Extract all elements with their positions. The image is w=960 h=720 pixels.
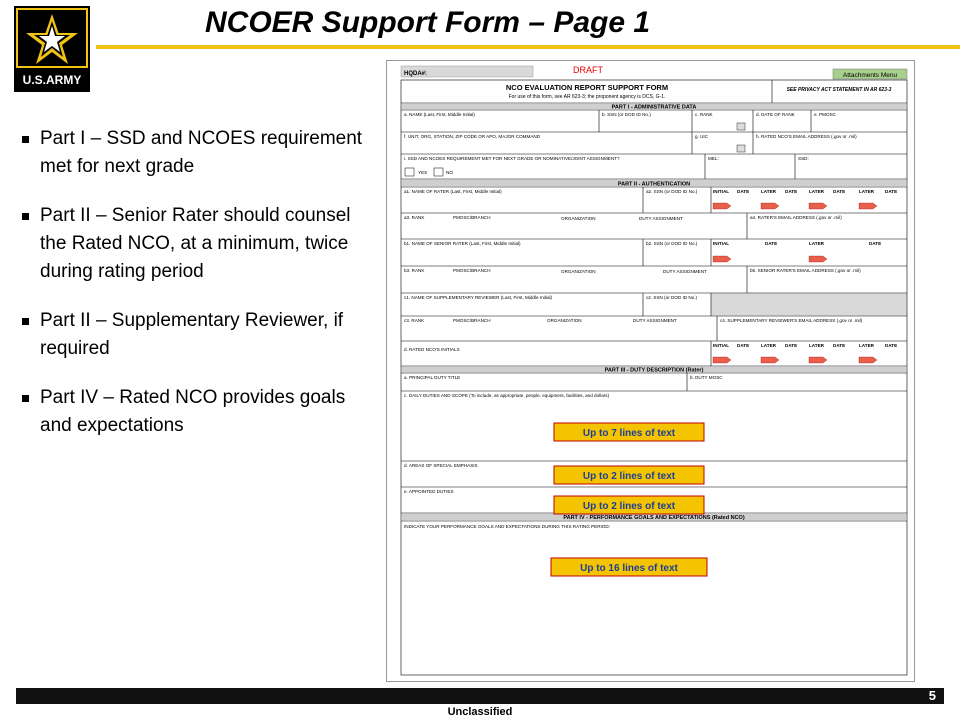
counsel-arrow-icon[interactable] bbox=[859, 203, 877, 209]
form-heading: NCO EVALUATION REPORT SUPPORT FORM bbox=[505, 83, 669, 92]
field-ssn-label: b. SSN (or DOD ID No.) bbox=[602, 112, 651, 117]
army-star-icon bbox=[14, 6, 90, 92]
part3-header: PART III - DUTY DESCRIPTION (Rater) bbox=[604, 367, 704, 374]
field-email-label: h. RATED NCO'S EMAIL ADDRESS (.gov or .mil) bbox=[756, 134, 857, 139]
b-date-label: DATE bbox=[765, 241, 778, 246]
counsel-arrow-icon[interactable] bbox=[809, 357, 827, 363]
part1-header: PART I - ADMINISTRATIVE DATA bbox=[611, 104, 697, 111]
uic-dropdown[interactable] bbox=[737, 145, 745, 152]
page-number: 5 bbox=[928, 688, 936, 703]
d-later2-label: LATER bbox=[809, 343, 824, 348]
b6-label: b6. SENIOR RATER'S EMAIL ADDRESS (.gov or .mil) bbox=[750, 268, 861, 273]
field-uic-label: g. UIC bbox=[695, 134, 709, 139]
a-initial-label: INITIAL bbox=[713, 189, 730, 194]
bullet-item: Part IV – Rated NCO provides goals and expectations bbox=[22, 384, 372, 440]
c3-label: c3. RANK bbox=[404, 318, 425, 323]
field-name-label: a. NAME (Last, First, Middle Initial) bbox=[404, 112, 475, 117]
c3-duty-label: DUTY ASSIGNMENT bbox=[633, 318, 677, 323]
d-later-label: LATER bbox=[761, 343, 776, 348]
a4-label: a4. RATER'S EMAIL ADDRESS (.gov or .mil) bbox=[750, 215, 842, 220]
c1-label: c1. NAME OF SUPPLEMENTARY REVIEWER (Last, First, Middle Initial) bbox=[404, 295, 553, 300]
bullet-list bbox=[22, 125, 372, 461]
callout-text: Up to 2 lines of text bbox=[582, 501, 676, 512]
no-checkbox[interactable] bbox=[434, 168, 443, 176]
b3-pmosc-label: PMOSC/BRANCH bbox=[453, 268, 491, 273]
d-date-label: DATE bbox=[737, 343, 750, 348]
b-initial-label: INITIAL bbox=[713, 241, 730, 246]
callout-text: Up to 2 lines of text bbox=[582, 471, 676, 482]
b2-label: b2. SSN (or DOD ID No.) bbox=[646, 241, 698, 246]
field-unit-label: f. UNIT, ORG, STATION, ZIP CODE OR APO, MAJOR COMMAND bbox=[404, 134, 541, 139]
army-logo bbox=[14, 6, 90, 92]
p3a-label: a. PRINCIPAL DUTY TITLE bbox=[404, 375, 461, 380]
field-ssd-label: i. SSD AND NCOES REQUIREMENT MET FOR NEXT GRADE OR NOMINATIVE/JOINT ASSIGNMENT? bbox=[404, 156, 620, 161]
counsel-arrow-icon[interactable] bbox=[761, 203, 779, 209]
p4-instructions: INDICATE YOUR PERFORMANCE GOALS AND EXPECTATIONS DURING THIS RATING PERIOD: bbox=[404, 524, 610, 529]
a-date3-label: DATE bbox=[833, 189, 846, 194]
a-date4-label: DATE bbox=[885, 189, 898, 194]
classification-label: Unclassified bbox=[447, 706, 513, 718]
footer-bar bbox=[16, 688, 944, 704]
field-pmosc-label: e. PMOSC bbox=[814, 112, 836, 117]
c4-label: c4. SUPPLEMENTARY REVIEWER'S EMAIL ADDRESS (.gov or .mil) bbox=[720, 318, 863, 323]
c3-pmosc-label: PMOSC/BRANCH bbox=[453, 318, 491, 323]
privacy-statement: SEE PRIVACY ACT STATEMENT IN AR 623-3 bbox=[786, 87, 892, 93]
rank-dropdown[interactable] bbox=[737, 123, 745, 130]
a3-pmosc-label: PMOSC/BRANCH bbox=[453, 215, 491, 220]
d-date4-label: DATE bbox=[885, 343, 898, 348]
d-later3-label: LATER bbox=[859, 343, 874, 348]
bullet-item: Part II – Senior Rater should counsel the Rated NCO, at a minimum, twice during rating period bbox=[22, 202, 372, 286]
b3-duty-label: DUTY ASSIGNMENT bbox=[663, 269, 707, 274]
form-subheading: For use of this form, see AR 623-3; the proponent agency is DCS, G-1. bbox=[508, 94, 666, 100]
p3c-label: c. DAILY DUTIES AND SCOPE (To include, as appropriate, people, equipment, facilities, and dollars) bbox=[404, 393, 610, 398]
a-date2-label: DATE bbox=[785, 189, 798, 194]
title-underline bbox=[96, 45, 960, 49]
b3-label: b3. RANK bbox=[404, 268, 425, 273]
a1-label: a1. NAME OF RATER (Last, First, Middle Initial) bbox=[404, 189, 502, 194]
p3b-label: b. DUTY MOSC bbox=[690, 375, 723, 380]
field-mel-label: MEL: bbox=[708, 156, 719, 161]
hqda-label: HQDA#: bbox=[404, 71, 428, 77]
d-date3-label: DATE bbox=[833, 343, 846, 348]
a2-label: a2. SSN (or DOD ID No.) bbox=[646, 189, 698, 194]
counsel-arrow-icon[interactable] bbox=[809, 256, 827, 262]
d-label: d. RATED NCO'S INITIALS bbox=[404, 347, 460, 352]
p3d-label: d. AREAS OF SPECIAL EMPHASIS bbox=[404, 463, 478, 468]
c3-org-label: ORGANIZATION bbox=[547, 318, 582, 323]
a-later3-label: LATER bbox=[859, 189, 874, 194]
callout-text: Up to 16 lines of text bbox=[580, 563, 678, 574]
counsel-arrow-icon[interactable] bbox=[859, 357, 877, 363]
b1-label: b1. NAME OF SENIOR RATER (Last, First, Middle Initial) bbox=[404, 241, 521, 246]
b-later-label: LATER bbox=[809, 241, 824, 246]
ncoer-form-image bbox=[386, 60, 915, 682]
a3-label: a3. RANK bbox=[404, 215, 425, 220]
attachments-menu-label: Attachments Menu bbox=[842, 72, 898, 79]
counsel-arrow-icon[interactable] bbox=[713, 256, 731, 262]
field-rank-label: c. RANK bbox=[695, 112, 713, 117]
yes-checkbox[interactable] bbox=[405, 168, 414, 176]
counsel-arrow-icon[interactable] bbox=[713, 357, 731, 363]
bullet-item: Part II – Supplementary Reviewer, if required bbox=[22, 307, 372, 363]
a3-org-label: ORGANIZATION bbox=[561, 216, 596, 221]
no-label: NO bbox=[446, 170, 453, 175]
draft-label: DRAFT bbox=[573, 65, 603, 75]
d-date2-label: DATE bbox=[785, 343, 798, 348]
b3-org-label: ORGANIZATION bbox=[561, 269, 596, 274]
counsel-arrow-icon[interactable] bbox=[761, 357, 779, 363]
counsel-arrow-icon[interactable] bbox=[809, 203, 827, 209]
a-later-label: LATER bbox=[761, 189, 776, 194]
logo-text: U.S.ARMY bbox=[22, 73, 82, 87]
yes-label: YES bbox=[418, 170, 428, 175]
field-dor-label: d. DATE OF RANK bbox=[756, 112, 795, 117]
counsel-arrow-icon[interactable] bbox=[713, 203, 731, 209]
part2-header: PART II - AUTHENTICATION bbox=[617, 181, 691, 188]
a-date-label: DATE bbox=[737, 189, 750, 194]
d-initial-label: INITIAL bbox=[713, 343, 730, 348]
b-date2-label: DATE bbox=[869, 241, 882, 246]
c2-label: c2. SSN (or DOD ID No.) bbox=[646, 295, 698, 300]
page-title: NCOER Support Form – Page 1 bbox=[205, 6, 651, 39]
bullet-item: Part I – SSD and NCOES requirement met for next grade bbox=[22, 125, 372, 181]
callout-text: Up to 7 lines of text bbox=[582, 428, 676, 439]
a-later2-label: LATER bbox=[809, 189, 824, 194]
part4-header: PART IV - PERFORMANCE GOALS AND EXPECTATIONS (Rated NCO) bbox=[563, 515, 745, 521]
a3-duty-label: DUTY ASSIGNMENT bbox=[639, 216, 683, 221]
p3e-label: e. APPOINTED DUTIES bbox=[404, 489, 454, 494]
field-ssd2-label: SSD: bbox=[798, 156, 809, 161]
